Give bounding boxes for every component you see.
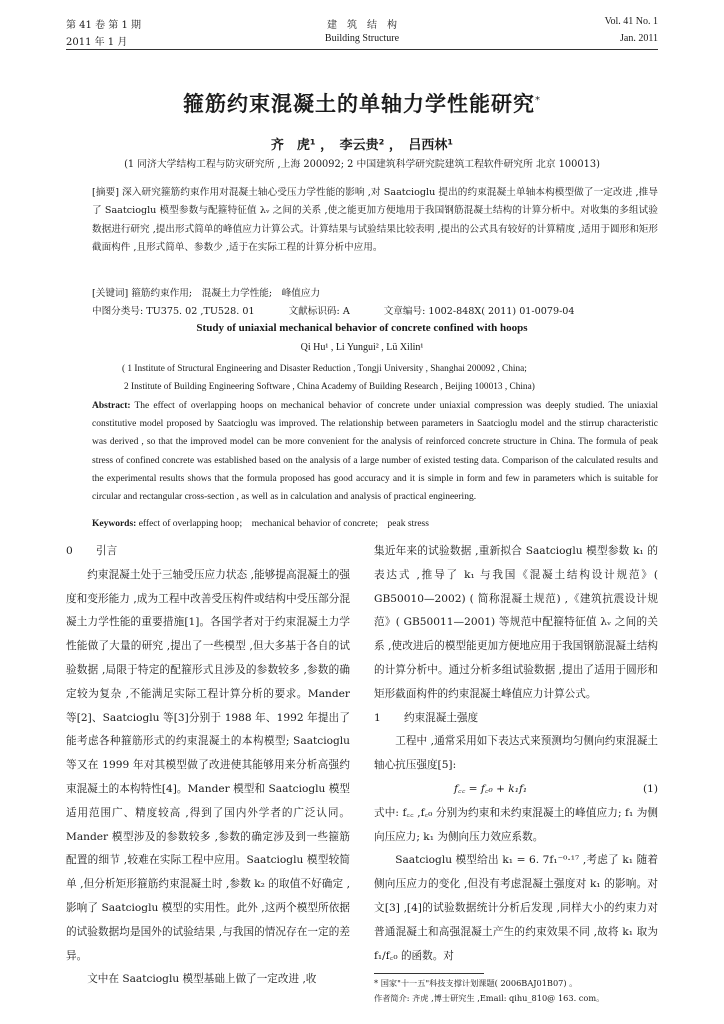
intro-paragraph-2: 文中在 Saatcioglu 模型基础上做了一定改进 ,收: [87, 973, 317, 986]
affiliation-en-line-2: 2 Institute of Building Engineering Software , China Academy of Building Research , Beijing 100013 , China): [124, 382, 535, 392]
equation-1-number: (1): [642, 782, 658, 795]
article-number: 文章编号: 1002-848X( 2011) 01-0079-04: [383, 306, 575, 317]
right-column: [374, 540, 658, 968]
abstract-en-text: The effect of overlapping hoops on mechanical behavior of concrete under uniaxial compression was deeply studied. The uniaxial constitutive model proposed by Saatcioglu was improved. The relationship between parameters in Saatcioglu model and the stirrup characteristic was derived , so that the improved model can be more convenient for the analysis of reinforced concrete structure in China. The formula of peak stress of confined concrete was established based on the analysis of a large number of existed testing data. Comparison of the calculated results and the experimental results shows that the formula proposed has good accuracy and it is simple in form and few in parameters which is suitable for circular and rectangular cross-section , as well as in calculation and analysis of practical engineering.: [92, 401, 658, 503]
authors-cn: 齐 虎¹ ， 李云贵² ， 吕西林¹: [270, 138, 454, 153]
affiliation-en-line-1: ( 1 Institute of Structural Engineering and Disaster Reduction , Tongji University , Shanghai 200092 , China;: [122, 364, 527, 374]
affiliation-en: [122, 360, 535, 396]
header-date-en: Jan. 2011: [620, 33, 658, 44]
header-journal-cn: 建 筑 结 构: [327, 20, 397, 31]
keywords-en: [92, 515, 658, 533]
section-1-heading: [374, 707, 658, 731]
abstract-en-label: Abstract:: [92, 401, 131, 411]
abstract-cn-text: 深入研究箍筋约束作用对混凝土轴心受压力学性能的影响 ,对 Saatcioglu 提出的约束混凝土单轴本构模型做了一定改进 ,推导了 Saatcioglu 模型参数与配箍特征值 λᵥ 之间的关系 ,使之能更加方便地用于我国钢筋混凝土结构的计算分析中。对收集的多组试验数据进行研究 ,提出形式简单的峰值应力计算公式。计算结果与试验结果比较表明 ,提出的公式具有较好的计算精度 ,适用于圆形和矩形截面构件 ,且形式简单、参数少 ,适于在实际工程的计算分析中应用。: [92, 187, 658, 253]
abstract-cn-label: [摘要]: [92, 187, 119, 198]
equation-1: [374, 778, 658, 802]
keywords-cn-text: 箍筋约束作用; 混凝土力学性能; 峰值应力: [131, 288, 321, 299]
title-footnote-mark: *: [535, 95, 541, 106]
header-volume-en: Vol. 41 No. 1: [604, 16, 658, 27]
abstract-en: [92, 397, 658, 506]
intro-paragraph-1: 约束混凝土处于三轴受压应力状态 ,能够提高混凝土的强度和变形能力 ,成为工程中改善受压构件或结构中受压部分混凝土力学性能的重要措施[1]。各国学者对于约束混凝土力学性能做了大量的研究 ,提出了一些模型 ,但大多基于各自的试验数据 ,局限于特定的配箍形式且涉及的参数较多 ,参数的确定较为复杂 ,不能满足实际工程计算分析的要求。Mander 等[2]、Saatcioglu 等[3]分别于 1988 年、1992 年提出了能考虑各种箍筋形式的约束混凝土的本构模型; Saatcioglu 等又在 1999 年对其模型做了改进使其能够用来分析高强约束混凝土的本构特性[4]。Mander 模型和 Saatcioglu 模型适用范围广、精度较高 ,得到了国内外学者的广泛认同。Mander 模型涉及的参数较多 ,参数的确定涉及到一些箍筋配置的细节 ,较难在实际工程中应用。Saatcioglu 模型较简单 ,但分析矩形箍筋约束混凝土时 ,参数 k₂ 的取值不好确定 ,影响了 Saatcioglu 模型的实用性。此外 ,这两个模型所依据的试验数据均是国外的试验结果 ,与我国的情况存在一定的差异。: [66, 568, 350, 962]
abstract-cn: [92, 184, 658, 257]
equation-1-formula: f꜀꜀ = f꜀₀ + k₁f₁: [454, 782, 528, 795]
clc-number: 中图分类号: TU375. 02 ,TU528. 01: [92, 306, 255, 317]
right-paragraph-1: 集近年来的试验数据 ,重新拟合 Saatcioglu 模型参数 k₁ 的表达式 ,推导了 k₁ 与我国《混凝土结构设计规范》( GB50010—2002) ( 简称混凝土规范) ,《建筑抗震设计规范》( GB50011—2001) 等规范中配箍特征值 λᵥ 之间的关系 ,使改进后的模型能更加方便地应用于我国钢筋混凝土结构的计算分析中。通过分析多组试验数据 ,提出了适用于圆形和矩形截面构件的约束混凝土峰值应力计算公式。: [374, 545, 658, 700]
section-1-title: 约束混凝土强度: [404, 711, 479, 724]
classification-line: [92, 303, 658, 321]
footnotes: [374, 976, 658, 1006]
section-0-heading: [66, 540, 350, 564]
footnote-author: 作者简介: 齐虎 ,博士研究生 ,Email: qihu_810@ 163. com。: [374, 993, 605, 1003]
section-0-number: 0: [66, 545, 73, 557]
document-code: 文献标识码: A: [288, 306, 350, 317]
section-0-title: 引言: [96, 545, 118, 557]
paper-title-text: 箍筋约束混凝土的单轴力学性能研究: [183, 92, 535, 116]
keywords-cn: [92, 285, 658, 303]
right-paragraph-2: 工程中 ,通常采用如下表达式来预测均匀侧向约束混凝土轴心抗压强度[5]:: [374, 735, 658, 772]
authors-en: Qi Hu¹ , Li Yungui² , Lü Xilin¹: [300, 342, 424, 353]
footnote-rule: [374, 973, 484, 974]
header-volume-cn: 第 41 卷 第 1 期: [66, 20, 141, 31]
header-journal-en: Building Structure: [324, 33, 400, 44]
keywords-en-label: Keywords:: [92, 519, 137, 529]
paper-title: [0, 88, 724, 118]
header-date-cn: 2011 年 1 月: [66, 37, 128, 48]
keywords-en-text: effect of overlapping hoop; mechanical behavior of concrete; peak stress: [138, 519, 429, 529]
keywords-cn-label: [关键词]: [92, 288, 129, 299]
affiliation-cn: (1 同济大学结构工程与防灾研究所 ,上海 200092; 2 中国建筑科学研究院建筑工程软件研究所 北京 100013): [124, 159, 600, 170]
title-en: Study of uniaxial mechanical behavior of concrete confined with hoops: [196, 322, 528, 334]
header-rule: [66, 49, 658, 50]
footnote-funding: * 国家"十一五"科技支撑计划课题( 2006BAJ01B07) 。: [374, 978, 578, 988]
left-column: [66, 540, 350, 992]
section-1-number: 1: [374, 711, 381, 724]
right-paragraph-4: Saatcioglu 模型给出 k₁ = 6. 7f₁⁻⁰·¹⁷ ,考虑了 k₁ 随着侧向压应力的变化 ,但没有考虑混凝土强度对 k₁ 的影响。对文[3] ,[4]的试验数据统计分析后发现 ,同样大小的约束力对普通混凝土和高强混凝土产生的约束效果不同 ,故将 k₁ 取为 f₁/f꜀₀ 的函数。对: [374, 854, 658, 962]
right-paragraph-3: 式中: f꜀꜀ ,f꜀₀ 分别为约束和未约束混凝土的峰值应力; f₁ 为侧向压应力; k₁ 为侧向压力效应系数。: [374, 806, 658, 843]
